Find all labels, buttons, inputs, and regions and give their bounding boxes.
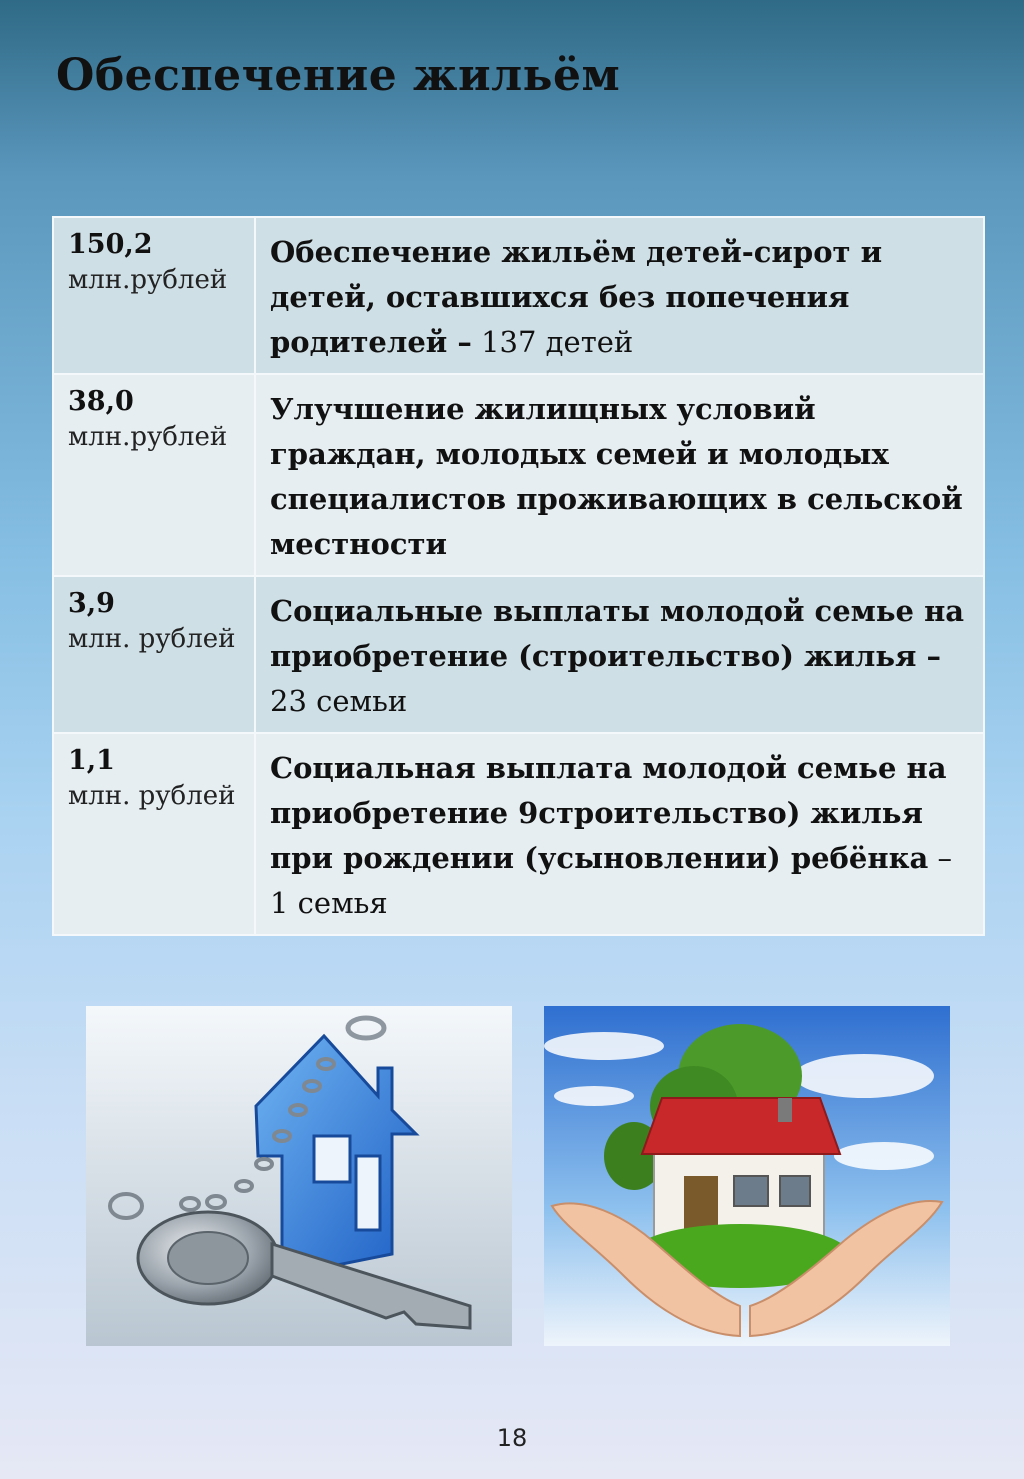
table-row — [53, 576, 984, 733]
house-in-hands-image — [544, 1006, 950, 1346]
amount-value: 150,2 — [68, 229, 153, 260]
page-number: 18 — [496, 1424, 528, 1452]
amount-cell — [53, 733, 255, 935]
keychain-image — [86, 1006, 512, 1346]
house-keychain-icon — [86, 1006, 512, 1346]
description-normal: 23 семьи — [270, 684, 408, 718]
amount-unit: млн. рублей — [68, 624, 236, 654]
description-cell — [255, 374, 984, 576]
description-cell — [255, 576, 984, 733]
amount-value: 1,1 — [68, 745, 115, 776]
amount-unit: млн. рублей — [68, 781, 236, 811]
page-title: Обеспечение жильём — [56, 50, 621, 101]
amount-unit: млн.рублей — [68, 265, 228, 295]
amount-cell — [53, 374, 255, 576]
description-bold: Улучшение жилищных условий граждан, молодых семей и молодых специалистов проживающих в сельской местности — [270, 392, 963, 561]
amount-cell — [53, 217, 255, 374]
description-cell — [255, 217, 984, 374]
amount-unit: млн.рублей — [68, 422, 228, 452]
description-normal: 137 детей — [471, 325, 634, 359]
house-in-hands-icon — [544, 1006, 950, 1346]
amount-cell — [53, 576, 255, 733]
table-row — [53, 374, 984, 576]
amount-value: 3,9 — [68, 588, 115, 619]
table-row — [53, 217, 984, 374]
description-bold: Обеспечение жильём детей-сирот и детей, оставшихся без попечения родителей – — [270, 235, 883, 359]
description-bold: Социальные выплаты молодой семье на приобретение (строительство) жилья – — [270, 594, 965, 673]
description-cell — [255, 733, 984, 935]
funding-table — [52, 216, 985, 936]
amount-value: 38,0 — [68, 386, 134, 417]
description-normal: – 1 семья — [270, 841, 953, 920]
table-row — [53, 733, 984, 935]
description-bold: Социальная выплата молодой семье на приобретение 9строительство) жилья при рождении (усыновлении) ребёнка — [270, 751, 947, 875]
